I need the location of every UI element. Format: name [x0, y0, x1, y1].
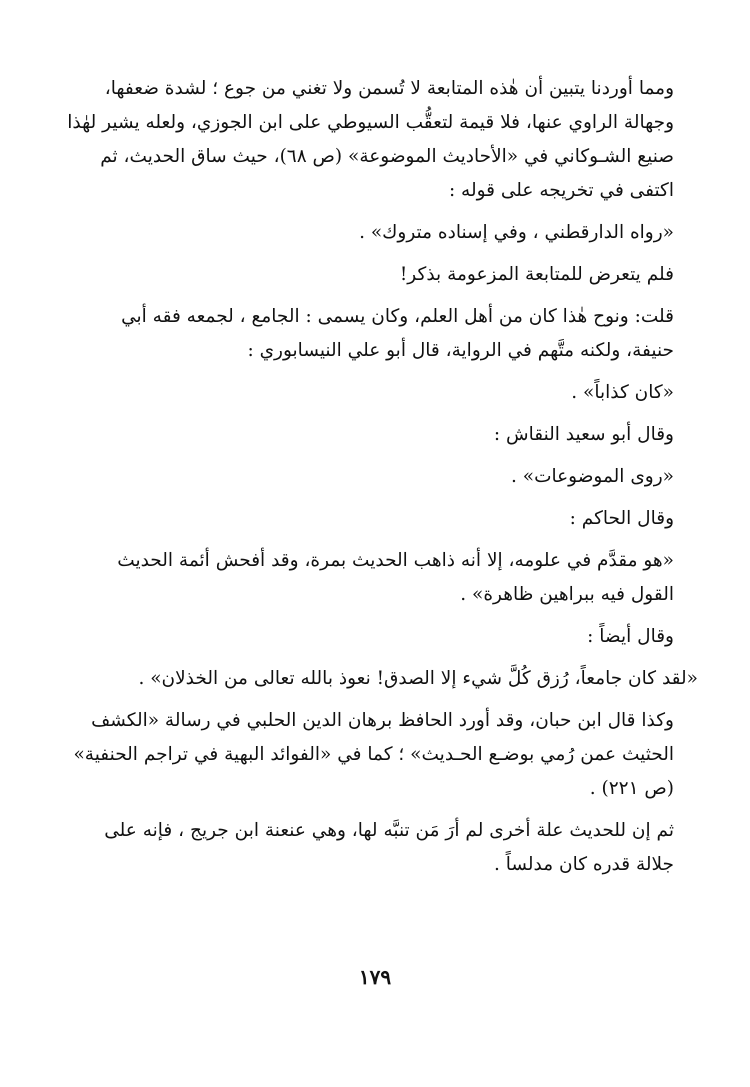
paragraph-intro	[67, 72, 698, 208]
text-line: «لقد كان جامعاً، رُزق كُلَّ شيء إلا الصدق! نعوذ بالله تعالى من الخذلان» .	[138, 668, 698, 689]
text-line: وقال الحاكم :	[569, 508, 674, 529]
text-line: «روى الموضوعات» .	[510, 466, 674, 487]
text-line: وكذا قال ابن حبان، وقد أورد الحافظ برهان الدين الحلبي في رسالة «الكشف	[91, 710, 674, 731]
text-line: القول فيه ببراهين ظاهرة» .	[460, 584, 674, 605]
paragraph-ibn-jurayj	[98, 814, 698, 882]
quote-daraqutni	[98, 216, 698, 250]
quote-jami	[98, 662, 698, 696]
text-line: حنيفة، ولكنه متَّهم في الرواية، قال أبو علي النيسابوري :	[247, 340, 674, 361]
text-line: اكتفى في تخريجه على قوله :	[448, 180, 674, 201]
quote-kadhdhab	[98, 376, 698, 410]
text-line: «هو مقدَّم في علومه، إلا أنه ذاهب الحديث بمرة، وقد أفحش أئمة الحديث	[117, 550, 674, 571]
page-body	[67, 72, 698, 882]
text-line: «كان كذاباً» .	[571, 382, 674, 403]
quote-mawduat	[98, 460, 698, 494]
text-line: وجهالة الراوي عنها، فلا قيمة لتعقُّب السيوطي على ابن الجوزي، ولعله يشير لهٰذا	[67, 112, 674, 133]
paragraph-hakim	[98, 502, 698, 536]
text-line: جلالة قدره كان مدلساً .	[493, 854, 674, 875]
paragraph-naqqash	[98, 418, 698, 452]
text-line: «رواه الدارقطني ، وفي إسناده متروك» .	[359, 222, 674, 243]
paragraph-also	[98, 620, 698, 654]
paragraph-ibn-hibban	[73, 704, 698, 806]
text-line: ومما أوردنا يتبين أن هٰذه المتابعة لا تُسمن ولا تغني من جوع ؛ لشدة ضعفها،	[104, 78, 674, 99]
text-line: وقال أيضاً :	[587, 626, 674, 647]
text-line: (ص ٢٢١) .	[589, 778, 674, 799]
text-line: الحثيث عمن رُمي بوضـع الحـديث» ؛ كما في «الفوائد البهية في تراجم الحنفية»	[73, 744, 674, 765]
paragraph-no-mention	[98, 258, 698, 292]
text-line: ثم إن للحديث علة أخرى لم أرَ مَن تنبَّه لها، وهي عنعنة ابن جريج ، فإنه على	[104, 820, 674, 841]
text-line: وقال أبو سعيد النقاش :	[493, 424, 674, 445]
quote-hakim	[98, 544, 698, 612]
page-number: ١٧٩	[358, 965, 392, 989]
text-line: قلت: ونوح هٰذا كان من أهل العلم، وكان يسمى : الجامع ، لجمعه فقه أبي	[121, 306, 674, 327]
paragraph-nuh	[98, 300, 698, 368]
text-line: فلم يتعرض للمتابعة المزعومة بذكر!	[399, 264, 674, 285]
text-line: صنيع الشـوكاني في «الأحاديث الموضوعة» (ص ٦٨)، حيث ساق الحديث، ثم	[100, 146, 674, 167]
